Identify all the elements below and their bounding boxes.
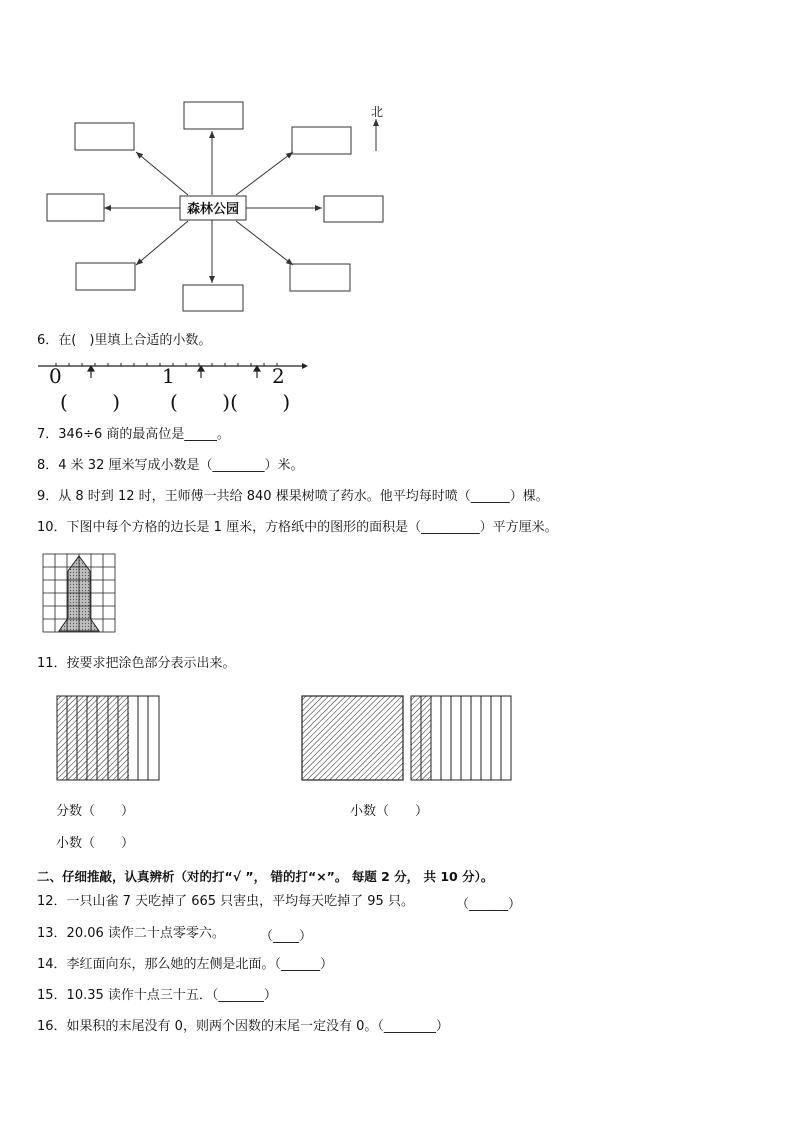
decimal-label-right: 小数（ ） — [350, 804, 429, 819]
answer-parens-1: ( ) — [60, 390, 121, 414]
q16-text: 16．如果积的末尾没有 0，则两个因数的末尾一定没有 0。（________） — [37, 1019, 449, 1034]
section2-heading: 二、仔细推敲，认真辨析（对的打“√ ”， 错的打“×”。 每题 2 分， 共 10 分）。 — [37, 869, 494, 884]
grid-figure — [42, 553, 118, 635]
arrow-southeast — [236, 221, 293, 265]
box-west — [47, 194, 104, 221]
q6-text: 6．在( )里填上合适的小数。 — [37, 333, 212, 348]
q13-blank: （____） — [260, 929, 313, 944]
q9-text: 9．从 8 时到 12 时，王师傅一共给 840 棵果树喷了药水。他平均每时喷（______）棵。 — [37, 489, 549, 504]
q12-blank: （______） — [456, 897, 522, 912]
q12-text: 12．一只山雀 7 天吃掉了 665 只害虫，平均每天吃掉了 95 只。 — [37, 894, 414, 909]
q13-text: 13．20.06 读作二十点零零六。 — [37, 926, 225, 941]
fraction-rectangle — [56, 695, 162, 783]
center-label: 森林公园 — [186, 202, 240, 217]
box-southwest — [76, 263, 135, 290]
q15-text: 15．10.35 读作十点三十五．（_______） — [37, 988, 277, 1003]
q7-text: 7．346÷6 商的最高位是_____。 — [37, 427, 230, 442]
tick-label-2: 2 — [272, 364, 285, 388]
decimal-label-left: 小数（ ） — [56, 836, 135, 851]
q10-text: 10．下图中每个方格的边长是 1 厘米，方格纸中的图形的面积是（_________）平方厘米。 — [37, 520, 558, 535]
box-northwest — [75, 123, 134, 150]
q14-text: 14．李红面向东，那么她的左侧是北面。（______） — [37, 957, 334, 972]
tenths-rectangle — [410, 695, 514, 783]
tick-label-0: 0 — [49, 364, 62, 388]
box-south — [183, 285, 243, 311]
arrow-southwest — [136, 221, 188, 265]
box-southeast — [290, 264, 350, 291]
box-east — [324, 196, 383, 222]
north-label: 北 — [370, 105, 384, 119]
box-north — [184, 102, 243, 129]
arrow-northwest — [136, 152, 188, 195]
q11-text: 11．按要求把涂色部分表示出来。 — [37, 656, 236, 671]
whole-square — [301, 695, 405, 783]
answer-parens-2: ( )( ) — [170, 390, 291, 414]
fraction-label: 分数（ ） — [56, 804, 135, 819]
tick-label-1: 1 — [162, 364, 175, 388]
q8-text: 8．4 米 32 厘米写成小数是（________）米。 — [37, 458, 304, 473]
compass-diagram — [40, 95, 400, 320]
box-northeast — [292, 127, 351, 154]
arrow-northeast — [236, 152, 293, 195]
